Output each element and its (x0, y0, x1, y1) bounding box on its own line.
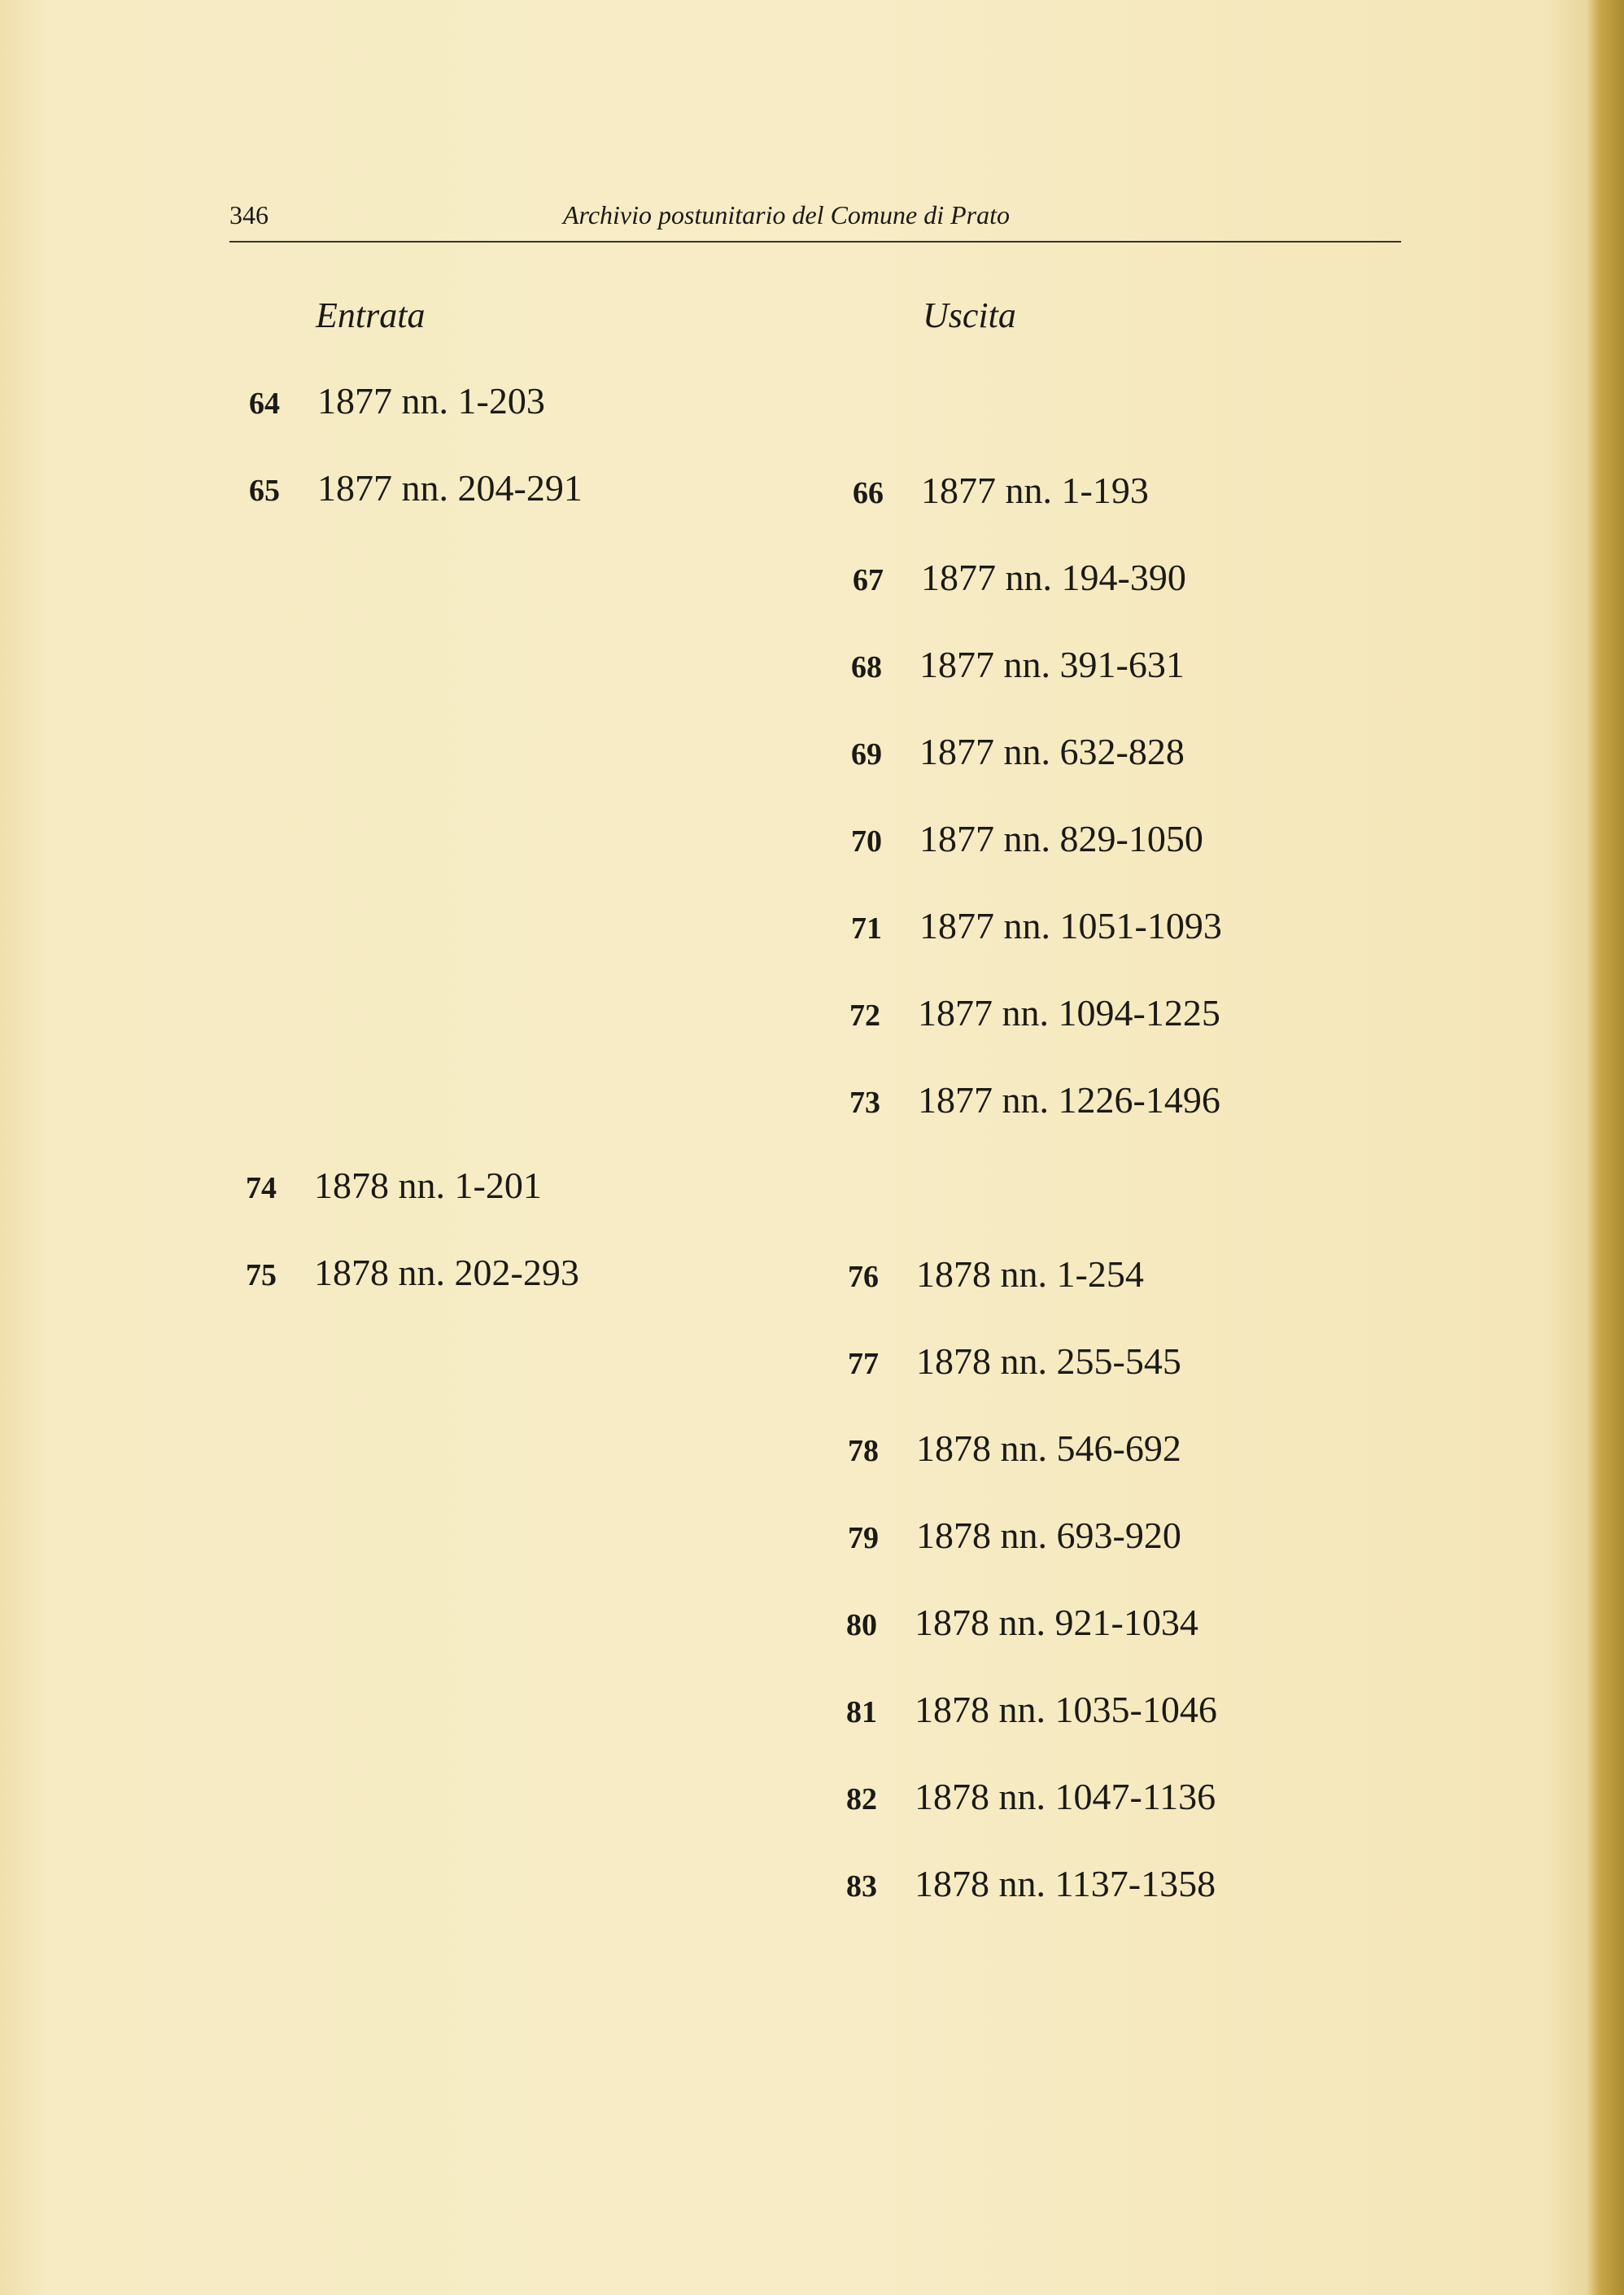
entry-text: 1877 nn. 632-828 (919, 731, 1185, 772)
entry-number: 66 (853, 476, 884, 510)
entrata-entry (249, 466, 583, 515)
entry-text: 1877 nn. 391-631 (919, 644, 1185, 685)
entry-text: 1878 nn. 1035-1046 (915, 1689, 1217, 1730)
uscita-entry (853, 556, 1186, 605)
entry-number: 75 (246, 1258, 277, 1292)
entrata-entry (249, 379, 545, 428)
uscita-entry (846, 1775, 1216, 1824)
uscita-entry (851, 904, 1222, 953)
entry-text: 1877 nn. 1094-1225 (918, 992, 1220, 1034)
entry-number: 77 (848, 1347, 879, 1381)
entry-number: 70 (851, 824, 882, 859)
uscita-entry (848, 1427, 1181, 1475)
entry-number: 80 (846, 1608, 877, 1642)
entry-number: 82 (846, 1782, 877, 1816)
uscita-entry (848, 1340, 1181, 1388)
uscita-entry (846, 1688, 1217, 1737)
entry-text: 1878 nn. 1047-1136 (915, 1776, 1216, 1817)
entry-text: 1878 nn. 546-692 (916, 1427, 1181, 1469)
entry-number: 73 (849, 1086, 880, 1120)
entry-number: 69 (851, 737, 882, 772)
entry-text: 1877 nn. 204-291 (317, 467, 583, 509)
uscita-entry (846, 1601, 1198, 1650)
uscita-entry (849, 991, 1220, 1040)
entry-text: 1877 nn. 1-193 (921, 470, 1149, 511)
uscita-entry (851, 730, 1185, 779)
entry-number: 79 (848, 1521, 879, 1555)
entry-number: 64 (249, 387, 280, 421)
entry-text: 1878 nn. 255-545 (916, 1340, 1181, 1382)
entry-text: 1877 nn. 1226-1496 (918, 1079, 1220, 1121)
entry-text: 1877 nn. 829-1050 (919, 818, 1203, 859)
column-heading-entrata: Entrata (316, 295, 426, 335)
uscita-entry (846, 1862, 1216, 1911)
uscita-entry (853, 469, 1149, 518)
entry-number: 83 (846, 1869, 877, 1904)
uscita-entry (848, 1514, 1181, 1563)
entry-number: 68 (851, 650, 882, 684)
entry-text: 1878 nn. 202-293 (314, 1252, 579, 1293)
entry-number: 67 (853, 563, 884, 597)
entry-text: 1878 nn. 1-201 (314, 1165, 542, 1206)
entry-text: 1877 nn. 194-390 (921, 557, 1186, 598)
entry-number: 78 (848, 1434, 879, 1468)
uscita-entry (849, 1078, 1220, 1127)
column-heading-uscita: Uscita (923, 295, 1016, 335)
entry-text: 1877 nn. 1051-1093 (919, 905, 1222, 946)
uscita-entry (848, 1252, 1144, 1301)
entry-number: 71 (851, 911, 882, 946)
header-rule (229, 241, 1401, 243)
uscita-entry (851, 643, 1185, 692)
entry-text: 1878 nn. 693-920 (916, 1515, 1181, 1556)
entry-number: 72 (849, 999, 880, 1033)
entry-number: 81 (846, 1695, 877, 1729)
entry-number: 76 (848, 1260, 879, 1294)
entry-text: 1878 nn. 1137-1358 (915, 1863, 1216, 1904)
entrata-entry (246, 1164, 542, 1213)
entry-number: 65 (249, 474, 280, 508)
entry-text: 1878 nn. 921-1034 (915, 1602, 1198, 1643)
page-number: 346 (229, 200, 268, 230)
uscita-entry (851, 817, 1203, 866)
entry-text: 1878 nn. 1-254 (916, 1253, 1144, 1295)
running-head (229, 200, 1401, 243)
entry-text: 1877 nn. 1-203 (317, 380, 545, 422)
entrata-entry (246, 1251, 579, 1300)
entry-number: 74 (246, 1171, 277, 1205)
running-title: Archivio postunitario del Comune di Prato (563, 200, 1010, 230)
